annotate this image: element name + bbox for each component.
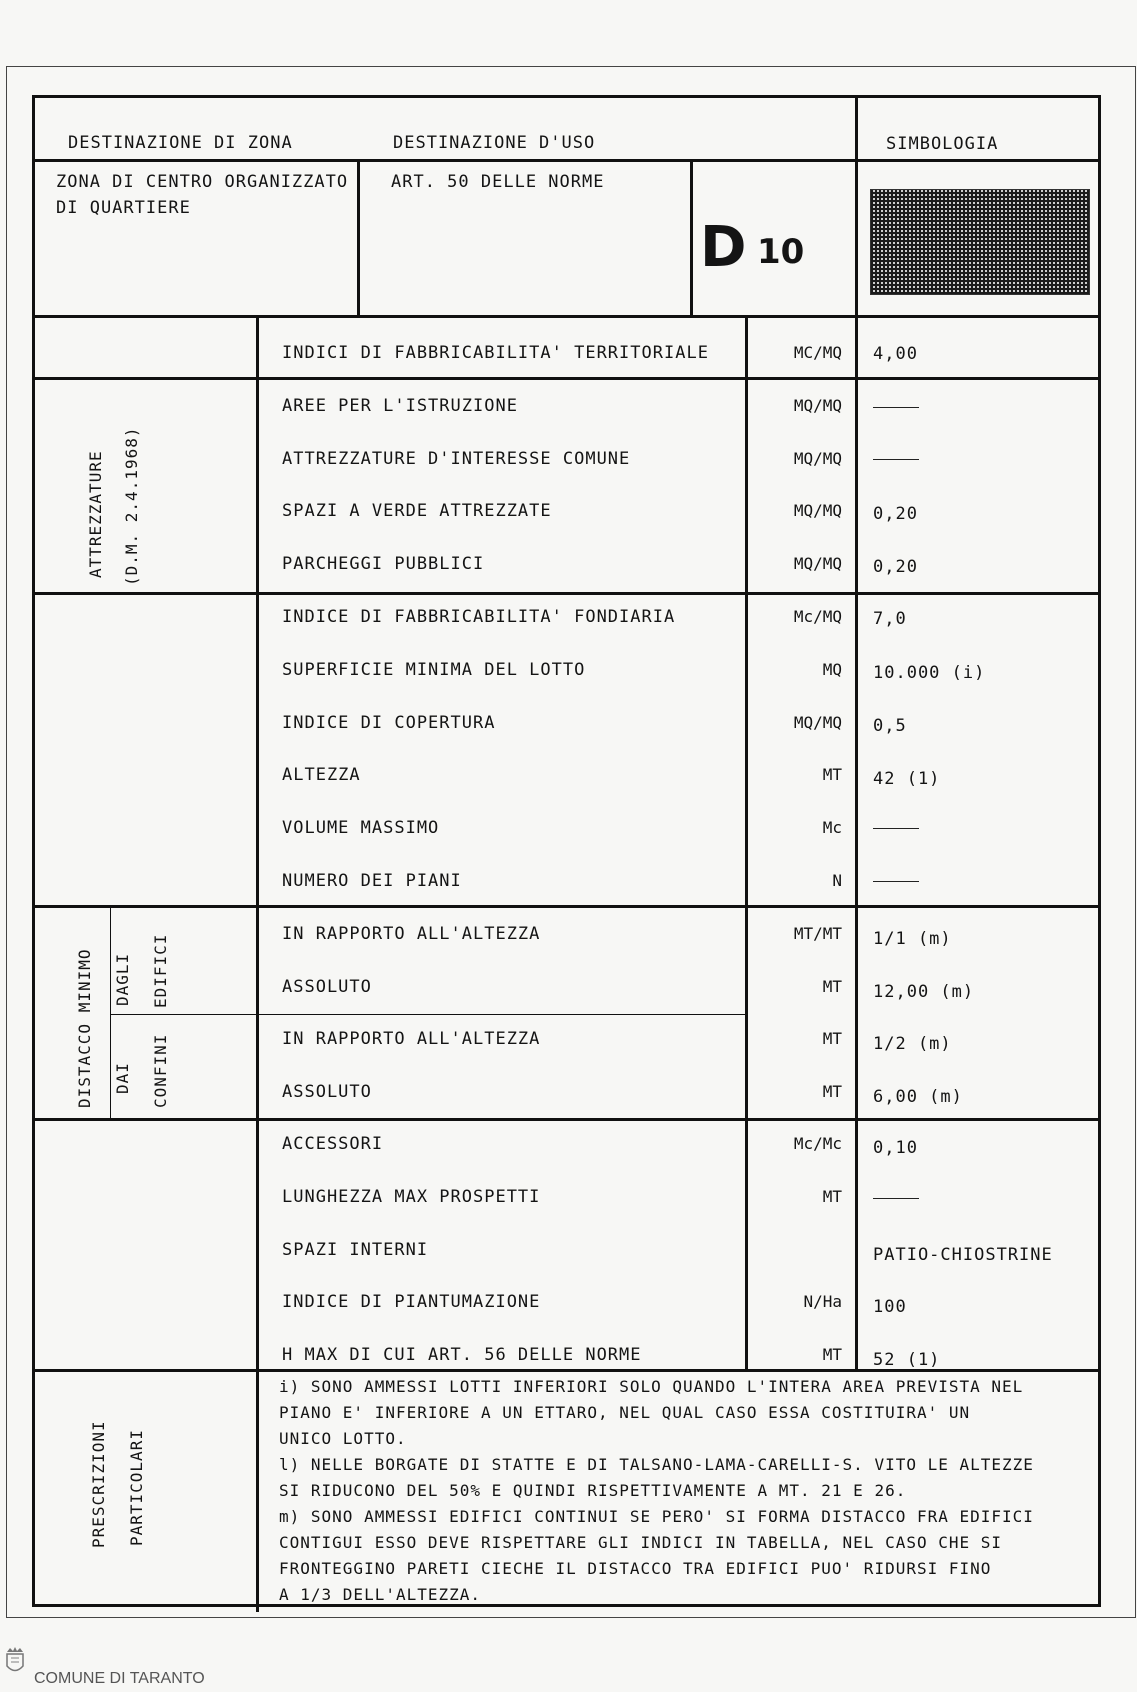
row-value: 7,0 bbox=[873, 609, 907, 629]
row-label: ASSOLUTO bbox=[282, 1082, 372, 1102]
row-value: 10.000 (i) bbox=[873, 663, 986, 683]
header-simbologia-label: SIMBOLOGIA bbox=[886, 134, 999, 154]
prescription-line: l) NELLE BORGATE DI STATTE E DI TALSANO-LAMA-CARELLI-S. VITO LE ALTEZZE bbox=[279, 1455, 1034, 1474]
col-distacco-rule bbox=[110, 905, 111, 1118]
row-unit: MT bbox=[822, 1082, 842, 1101]
row-unit: MQ/MQ bbox=[793, 396, 842, 415]
empty-value-dash bbox=[873, 459, 919, 460]
rule-territorial bbox=[32, 377, 1101, 380]
row-unit: MT bbox=[822, 765, 842, 784]
prescrizioni-side-label-2: PARTICOLARI bbox=[127, 1429, 146, 1546]
col-value-rule bbox=[855, 95, 858, 1369]
row-label: PARCHEGGI PUBBLICI bbox=[282, 554, 485, 574]
row-value: 0,20 bbox=[873, 557, 918, 577]
row-unit: Mc bbox=[822, 818, 842, 837]
col-label-rule bbox=[256, 315, 259, 1612]
rule-distacco-split bbox=[110, 1014, 748, 1015]
col-code-rule bbox=[690, 159, 693, 315]
rule-altri bbox=[32, 1369, 1101, 1372]
row-unit: MQ/MQ bbox=[793, 713, 842, 732]
row-unit: MQ bbox=[822, 660, 842, 679]
distacco-side-label: DISTACCO MINIMO bbox=[75, 948, 94, 1108]
header-zona-label: DESTINAZIONE DI ZONA bbox=[68, 133, 293, 153]
header-uso-label: DESTINAZIONE D'USO bbox=[393, 133, 596, 153]
prescription-line: SI RIDUCONO DEL 50% E QUINDI RISPETTIVAMENTE A MT. 21 E 26. bbox=[279, 1481, 907, 1500]
row-value: 0,20 bbox=[873, 504, 918, 524]
territorial-value: 4,00 bbox=[873, 344, 918, 364]
row-label: NUMERO DEI PIANI bbox=[282, 871, 462, 891]
row-label: INDICE DI FABBRICABILITA' FONDIARIA bbox=[282, 607, 676, 627]
rule-zone bbox=[32, 315, 1101, 318]
city-crest-icon bbox=[4, 1646, 26, 1676]
row-label: ACCESSORI bbox=[282, 1134, 384, 1154]
row-unit: MQ/MQ bbox=[793, 554, 842, 573]
territorial-unit: MC/MQ bbox=[793, 343, 842, 362]
zone-hatch-swatch bbox=[870, 189, 1090, 295]
row-unit: Mc/MQ bbox=[793, 607, 842, 626]
row-value: 1/2 (m) bbox=[873, 1034, 952, 1054]
prescription-line: m) SONO AMMESSI EDIFICI CONTINUI SE PERO' SI FORMA DISTACCO FRA EDIFICI bbox=[279, 1507, 1034, 1526]
rule-header bbox=[32, 159, 1101, 162]
row-label: AREE PER L'ISTRUZIONE bbox=[282, 396, 518, 416]
row-value: PATIO-CHIOSTRINE bbox=[873, 1245, 1053, 1265]
row-label: ASSOLUTO bbox=[282, 977, 372, 997]
empty-value-dash bbox=[873, 1198, 919, 1199]
row-unit: Mc/Mc bbox=[793, 1134, 842, 1153]
row-value: 0,5 bbox=[873, 716, 907, 736]
prescription-line: PIANO E' INFERIORE A UN ETTARO, NEL QUAL CASO ESSA COSTITUIRA' UN bbox=[279, 1403, 971, 1422]
col-uso-rule bbox=[357, 159, 360, 315]
row-unit: MT/MT bbox=[793, 924, 842, 943]
row-label: INDICE DI PIANTUMAZIONE bbox=[282, 1292, 541, 1312]
zone-code-letter: D bbox=[700, 215, 747, 280]
row-unit: MT bbox=[822, 1187, 842, 1206]
attrezzature-side-label: ATTREZZATURE bbox=[86, 450, 105, 578]
rule-distacco bbox=[32, 1118, 1101, 1121]
prescription-line: i) SONO AMMESSI LOTTI INFERIORI SOLO QUANDO L'INTERA AREA PREVISTA NEL bbox=[279, 1377, 1024, 1396]
row-value: 12,00 (m) bbox=[873, 982, 975, 1002]
row-value: 1/1 (m) bbox=[873, 929, 952, 949]
row-unit: MQ/MQ bbox=[793, 501, 842, 520]
territorial-label: INDICI DI FABBRICABILITA' TERRITORIALE bbox=[282, 343, 709, 363]
row-label: H MAX DI CUI ART. 56 DELLE NORME bbox=[282, 1345, 642, 1365]
distacco-confini-label-1: DAI bbox=[113, 1062, 132, 1094]
zone-article: ART. 50 DELLE NORME bbox=[391, 172, 605, 192]
rule-fondiaria bbox=[32, 905, 1101, 908]
empty-value-dash bbox=[873, 407, 919, 408]
zone-name-line1: ZONA DI CENTRO ORGANIZZATO bbox=[56, 172, 349, 192]
row-unit: N/Ha bbox=[803, 1292, 842, 1311]
row-label: VOLUME MASSIMO bbox=[282, 818, 440, 838]
prescription-line: CONTIGUI ESSO DEVE RISPETTARE GLI INDICI IN TABELLA, NEL CASO CHE SI bbox=[279, 1533, 1003, 1552]
row-label: ALTEZZA bbox=[282, 765, 361, 785]
prescription-line: FRONTEGGINO PARETI CIECHE IL DISTACCO TRA EDIFICI PUO' RIDURSI FINO bbox=[279, 1559, 992, 1578]
prescription-line: UNICO LOTTO. bbox=[279, 1429, 407, 1448]
row-value: 0,10 bbox=[873, 1138, 918, 1158]
distacco-edifici-label-2: EDIFICI bbox=[151, 933, 170, 1008]
row-value: 6,00 (m) bbox=[873, 1087, 963, 1107]
rule-attrezzature bbox=[32, 592, 1101, 595]
empty-value-dash bbox=[873, 881, 919, 882]
zone-code-number: 10 bbox=[757, 232, 805, 272]
zone-name-line2: DI QUARTIERE bbox=[56, 198, 191, 218]
prescrizioni-side-label-1: PRESCRIZIONI bbox=[89, 1420, 108, 1548]
attrezzature-side-sublabel: (D.M. 2.4.1968) bbox=[122, 426, 141, 586]
row-value: 100 bbox=[873, 1297, 907, 1317]
col-unit-rule bbox=[745, 315, 748, 1369]
row-label: SUPERFICIE MINIMA DEL LOTTO bbox=[282, 660, 586, 680]
empty-value-dash bbox=[873, 828, 919, 829]
row-label: SPAZI A VERDE ATTREZZATE bbox=[282, 501, 552, 521]
row-value: 52 (1) bbox=[873, 1350, 941, 1370]
distacco-confini-label-2: CONFINI bbox=[151, 1033, 170, 1108]
row-unit: MT bbox=[822, 977, 842, 996]
row-unit: MT bbox=[822, 1029, 842, 1048]
row-unit: N bbox=[832, 871, 842, 890]
footer-municipality: COMUNE DI TARANTO bbox=[34, 1670, 205, 1687]
row-value: 42 (1) bbox=[873, 769, 941, 789]
prescription-line: A 1/3 DELL'ALTEZZA. bbox=[279, 1585, 482, 1604]
row-label: ATTREZZATURE D'INTERESSE COMUNE bbox=[282, 449, 631, 469]
row-label: INDICE DI COPERTURA bbox=[282, 713, 496, 733]
row-unit: MQ/MQ bbox=[793, 449, 842, 468]
row-label: LUNGHEZZA MAX PROSPETTI bbox=[282, 1187, 541, 1207]
row-label: IN RAPPORTO ALL'ALTEZZA bbox=[282, 1029, 541, 1049]
row-label: SPAZI INTERNI bbox=[282, 1240, 429, 1260]
distacco-edifici-label-1: DAGLI bbox=[113, 952, 132, 1006]
row-unit: MT bbox=[822, 1345, 842, 1364]
row-label: IN RAPPORTO ALL'ALTEZZA bbox=[282, 924, 541, 944]
